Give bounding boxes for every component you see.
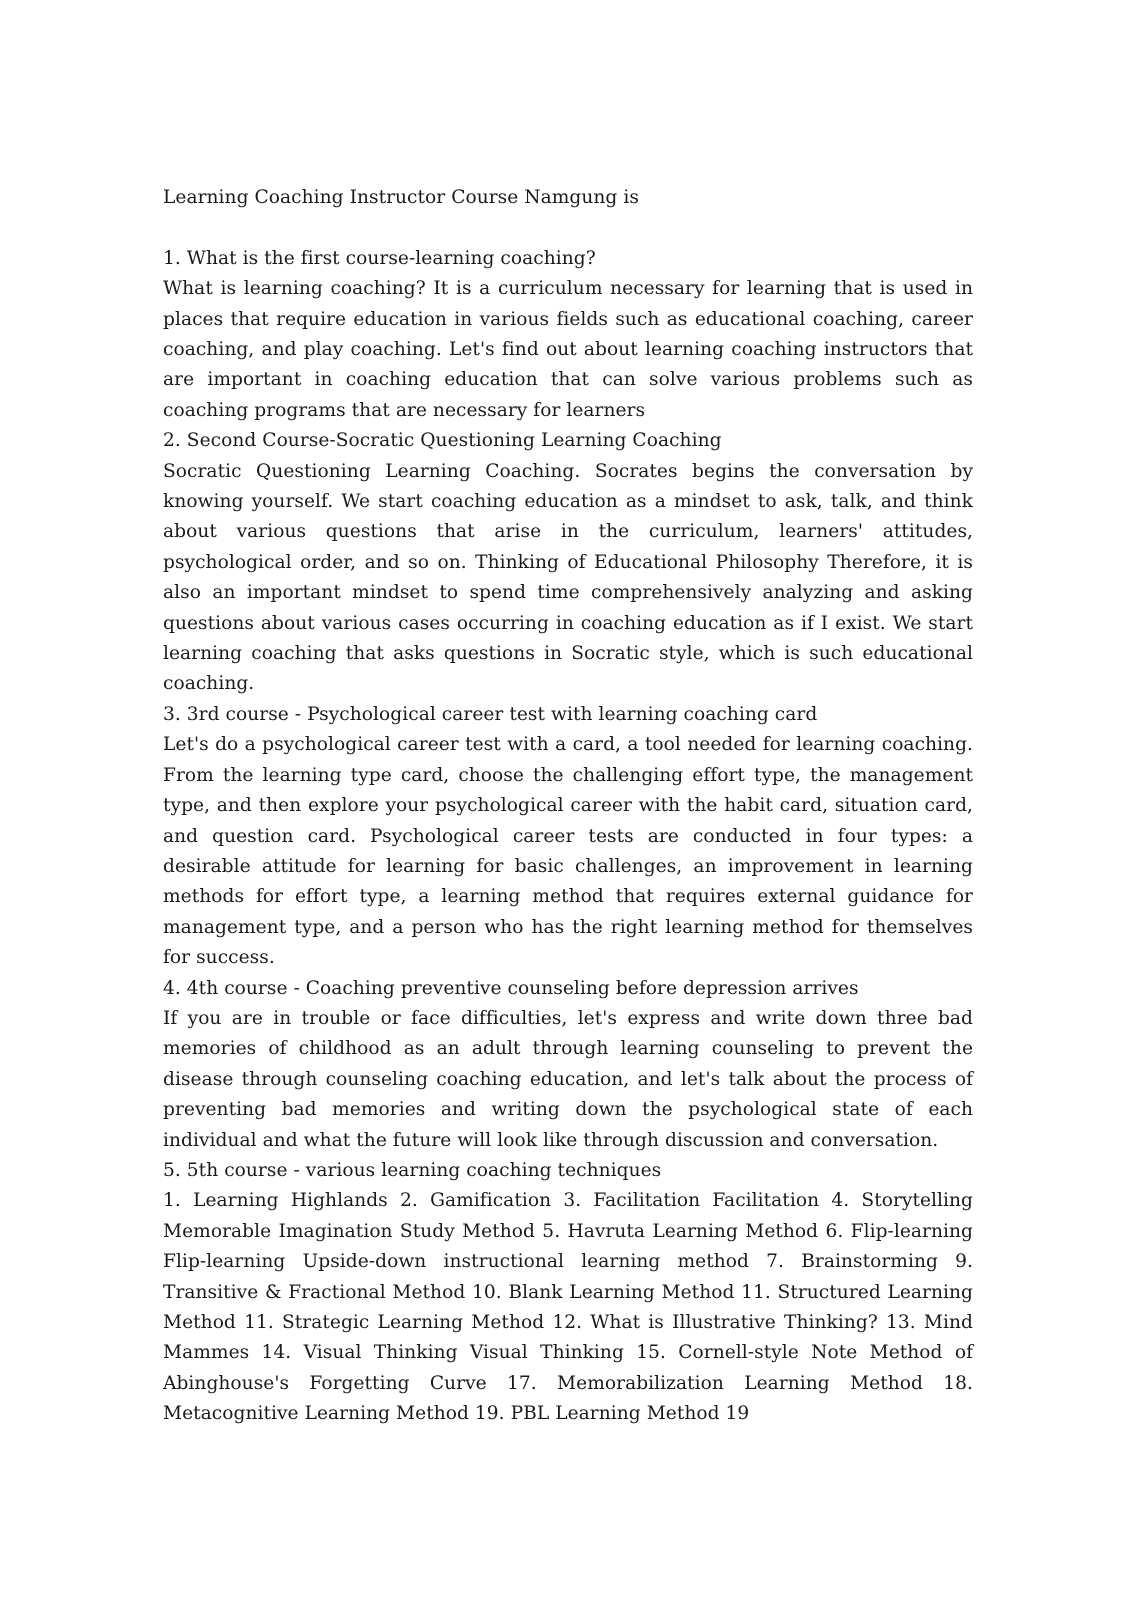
section-heading: 3. 3rd course - Psychological career test with learning coaching card [163,703,818,725]
section-body: What is learning coaching? It is a curriculum necessary for learning that is used in places that require education in various fields such as educational coaching, career coaching, and play coaching. Let's find out about learning coaching instructors that are important in coaching education that can solve various problems such as coaching programs that are necessary for learners [163,278,973,421]
section-heading: 2. Second Course-Socratic Questioning Learning Coaching [163,430,722,452]
section-1 [163,244,973,426]
document-page [163,183,973,1430]
section-3 [163,700,973,974]
section-5 [163,1156,973,1430]
section-heading: 4. 4th course - Coaching preventive counseling before depression arrives [163,977,859,999]
section-heading: 5. 5th course - various learning coaching techniques [163,1159,662,1181]
section-heading: 1. What is the first course-learning coaching? [163,247,596,269]
section-body: If you are in trouble or face difficulties, let's express and write down three bad memories of childhood as an adult through learning counseling to prevent the disease through counseling coaching education, and let's talk about the process of preventing bad memories and writing down the psychological state of each individual and what the future will look like through discussion and conversation. [163,1007,973,1151]
section-4 [163,974,973,1156]
section-body: Let's do a psychological career test with a card, a tool needed for learning coaching. From the learning type card, choose the challenging effort type, the management type, and then explore your psychological career with the habit card, situation card, and question card. Psychological career tests are conducted in four types: a desirable attitude for learning for basic challenges, an improvement in learning methods for effort type, a learning method that requires external guidance for management type, and a person who has the right learning method for themselves for success. [163,734,973,969]
document-title: Learning Coaching Instructor Course Namgung is [163,187,639,208]
section-body: 1. Learning Highlands 2. Gamification 3. Facilitation Facilitation 4. Storytelling Memorable Imagination Study Method 5. Havruta Learning Method 6. Flip-learning Flip-learning Upside-down instructional learning method 7. Brainstorming 9. Transitive & Fractional Method 10. Blank Learning Method 11. Structured Learning Method 11. Strategic Learning Method 12. What is Illustrative Thinking? 13. Mind Mammes 14. Visual Thinking Visual Thinking 15. Cornell-style Note Method of Abinghouse's Forgetting Curve 17. Memorabilization Learning Method 18. Metacognitive Learning Method 19. PBL Learning Method 19 [163,1190,973,1425]
section-body: Socratic Questioning Learning Coaching. Socrates begins the conversation by knowing yourself. We start coaching education as a mindset to ask, talk, and think about various questions that arise in the curriculum, learners' attitudes, psychological order, and so on. Thinking of Educational Philosophy Therefore, it is also an important mindset to spend time comprehensively analyzing and asking questions about various cases occurring in coaching education as if I exist. We start learning coaching that asks questions in Socratic style, which is such educational coaching. [163,460,973,695]
section-2 [163,426,973,700]
